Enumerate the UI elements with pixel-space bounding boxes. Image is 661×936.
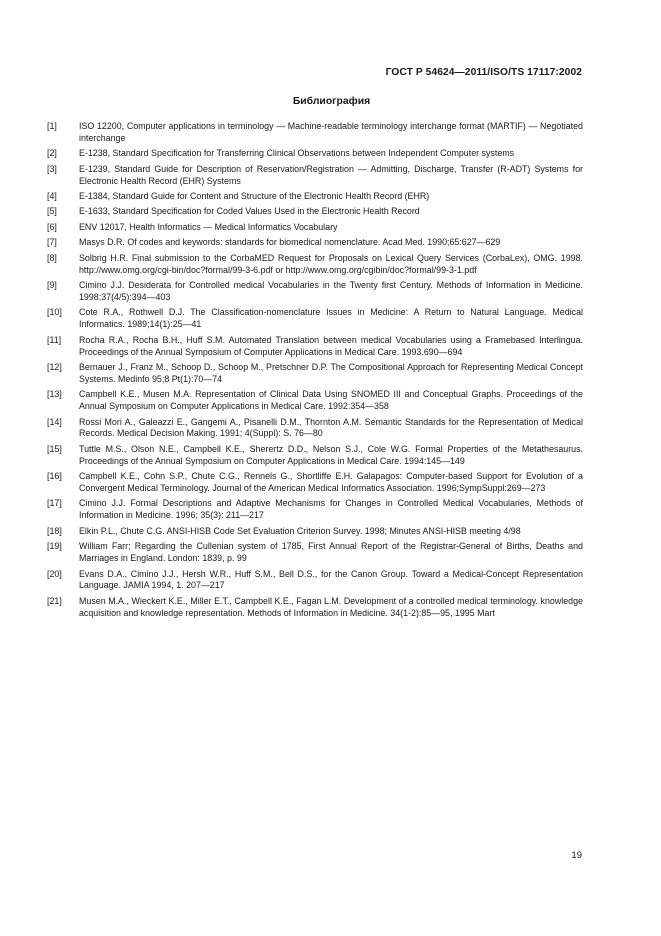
- reference-number: [1]: [47, 121, 57, 131]
- reference-text: Solbrig H.R. Final submission to the CorbaMED Request for Proposals on Lexical Query Services (CorbaLex), OMG. 1998. http://www.omg.org/cgi-bin/doc?formal/99-3-6.pdf or http://www.omg.org/cgibin/doc?formal/99-3-1.pdf: [79, 252, 583, 275]
- reference-number: [2]: [47, 148, 57, 159]
- reference-number: [8]: [47, 252, 57, 263]
- reference-number: [15]: [47, 443, 62, 454]
- reference-item: [47, 164, 583, 188]
- reference-number: [11]: [47, 334, 62, 345]
- reference-text: Cote R.A., Rothwell D.J. The Classification-nomenclature Issues in Medicine: A Return to Natural Language. Medical Informatics. 1989;14(1):25—41: [79, 307, 583, 330]
- reference-item: [47, 191, 583, 203]
- reference-item: [47, 335, 583, 359]
- page-title: Библиография: [292, 96, 371, 107]
- reference-item: [47, 148, 583, 160]
- reference-item: [47, 222, 583, 234]
- reference-text: E-1239, Standard Guide for Description of Reservation/Registration — Admitting, Discharge, Transfer (R-ADT) Systems for Electronic Health Record (EHR) Systems: [79, 163, 583, 186]
- reference-text: E-1238, Standard Specification for Transferring Clinical Observations between Independent Computer systems: [79, 148, 515, 159]
- reference-text: Elkin P.L., Chute C.G. ANSI-HISB Code Set Evaluation Criterion Survey. 1998; Minutes ANSI-HISB meeting 4/98: [79, 525, 521, 536]
- reference-number: [13]: [47, 389, 62, 400]
- reference-item: [47, 206, 583, 218]
- reference-item: [47, 280, 583, 304]
- reference-number: [6]: [47, 221, 57, 232]
- reference-text: Rossi Mori A., Galeazzi E., Gangemi A., Pisanelli D.M., Thornton A.M. Semantic Standards for the Representation of Medical Records. Medical Decision Making. 1991; 4(Suppl): S. 76—80: [79, 416, 583, 439]
- reference-number: [9]: [47, 279, 57, 290]
- reference-number: [4]: [47, 191, 57, 202]
- reference-item: [47, 444, 583, 468]
- reference-text: William Farr; Regarding the Cullenian system of 1785, First Annual Report of the Registrar-General of Births, Deaths and Marriages in England. London: 1839, p. 99: [79, 541, 583, 564]
- reference-item: [47, 417, 583, 441]
- reference-item: [47, 253, 583, 277]
- reference-number: [5]: [47, 206, 57, 217]
- reference-text: E-1384, Standard Guide for Content and Structure of the Electronic Health Record (EHR): [79, 191, 430, 202]
- reference-number: [19]: [47, 541, 62, 552]
- reference-text: Evans D.A., Cimino J.J., Hersh W.R., Huff S.M., Bell D.S., for the Canon Group. Toward a Medical-Concept Representation Language. JAMIA 1994, 1. 207—217: [79, 568, 583, 591]
- reference-number: [21]: [47, 595, 62, 606]
- reference-item: [47, 362, 583, 386]
- reference-text: Masys D.R. Of codes and keywords: standards for biomedical nomenclature. Acad Med. 1990;65:627—629: [79, 237, 501, 248]
- reference-item: [47, 526, 583, 538]
- reference-item: [47, 307, 583, 331]
- reference-item: [47, 121, 583, 145]
- reference-number: [18]: [47, 525, 62, 536]
- reference-text: Bernauer J., Franz M., Schoop D., Schoop M., Pretschner D.P. The Compositional Approach for Representing Medical Concept Systems. Medinfo 95;8 Pt(1):70—74: [79, 361, 583, 384]
- reference-item: [47, 596, 583, 620]
- reference-number: [3]: [47, 163, 57, 174]
- reference-number: [14]: [47, 416, 62, 427]
- reference-text: Cimino J.J. Formal Descriptions and Adaptive Mechanisms for Changes in Controlled Medical Vocabularies, Methods of Information in Medicine. 1996; 35(3): 211—217: [79, 498, 583, 521]
- reference-text: Rocha R.A., Rocha B.H., Huff S.M. Automated Translation between medical Vocabularies using a Framebased Interlingua. Proceedings of the Annual Symposium of Computer Applications in Medical Care. 1993.690—694: [79, 334, 583, 357]
- reference-item: [47, 389, 583, 413]
- reference-text: Tuttle M.S., Olson N.E., Campbell K.E., Sherertz D.D., Nelson S.J., Cole W.G. Formal Properties of the Metathesaurus. Proceedings of the Annual Symposium on Computer Applications in Medical Care. 1994:145—149: [79, 443, 583, 466]
- reference-text: Campbell K.E., Cohn S.P., Chute C.G., Rennels G., Shortliffe E.H. Galapagos: Computer-based Support for Evolution of a Convergent Medical Terminology. Journal of the American Medical Informatics Association. 1996;SympSuppl:269—273: [79, 471, 583, 494]
- bibliography-list: [47, 121, 583, 623]
- reference-number: [17]: [47, 498, 62, 509]
- reference-text: E-1633, Standard Specification for Coded Values Used in the Electronic Health Record: [79, 206, 420, 217]
- reference-number: [12]: [47, 361, 62, 372]
- reference-text: Campbell K.E., Musen M.A. Representation of Clinical Data Using SNOMED III and Conceptual Graphs. Proceedings of the Annual Symposium on Computer Applications in Medical Care. 1992:354—358: [79, 389, 583, 412]
- document-header: ГОСТ Р 54624—2011/ISO/TS 17117:2002: [385, 67, 582, 78]
- reference-item: [47, 569, 583, 593]
- reference-number: [16]: [47, 471, 62, 482]
- reference-text: ENV 12017, Health Informatics — Medical Informatics Vocabulary: [79, 221, 338, 232]
- reference-number: [7]: [47, 237, 57, 248]
- reference-text: ISO 12200, Computer applications in terminology — Machine-readable terminology interchange format (MARTIF) — Negotiated interchange: [79, 121, 583, 143]
- reference-item: [47, 541, 583, 565]
- reference-text: Cimino J.J. Desiderata for Controlled medical Vocabularies in the Twenty first Century. Methods of Information in Medicine. 1998;37(4/5):394—403: [79, 279, 583, 302]
- page-number: 19: [571, 850, 582, 861]
- reference-number: [20]: [47, 568, 62, 579]
- reference-text: Musen M.A., Wieckert K.E., Miller E.T., Campbell K.E., Fagan L.M. Development of a controlled medical terminology. knowledge acquisition and knowledge representation. Methods of Information in Medicine. 34(1-2):85—95, 1995 Mart: [79, 595, 583, 618]
- reference-number: [10]: [47, 307, 62, 318]
- reference-item: [47, 471, 583, 495]
- reference-item: [47, 498, 583, 522]
- reference-item: [47, 237, 583, 249]
